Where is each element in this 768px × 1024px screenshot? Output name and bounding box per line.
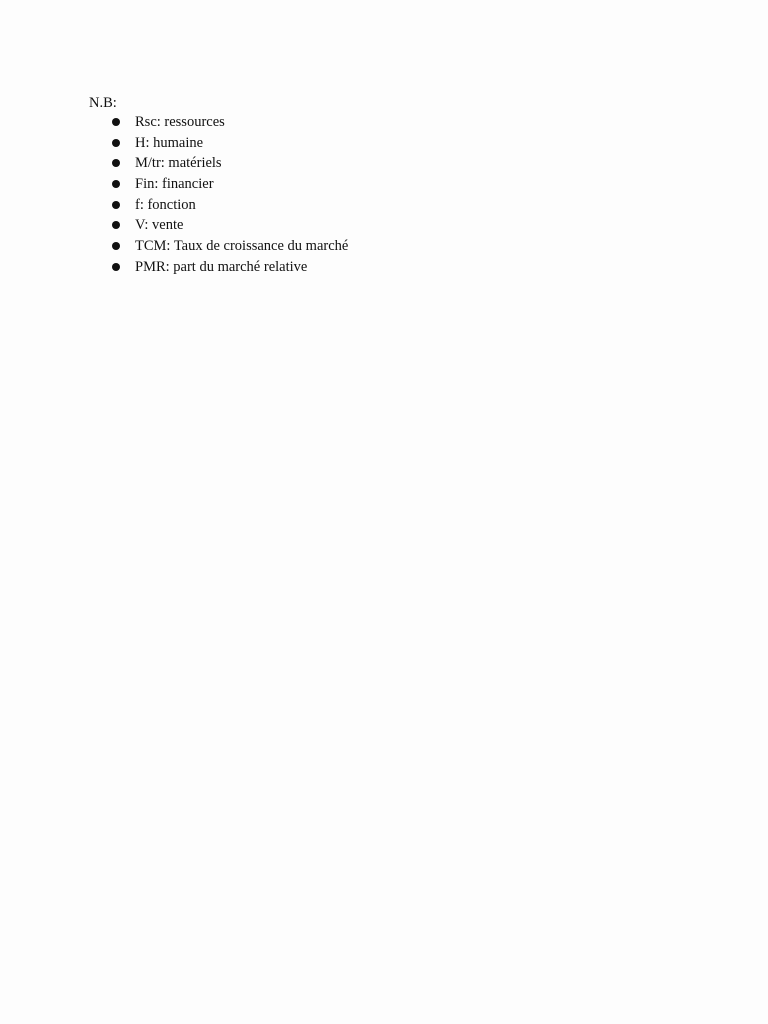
- list-item-text: f: fonction: [135, 196, 196, 213]
- list-item-text: H: humaine: [135, 134, 204, 151]
- bullet-icon: [112, 139, 120, 147]
- list-item-text: M/tr: matériels: [135, 155, 222, 172]
- bullet-icon: [112, 118, 120, 126]
- list-item-text: Rsc: ressources: [135, 114, 225, 130]
- nb-heading: N.B:: [89, 95, 117, 111]
- bullet-icon: [112, 180, 120, 188]
- list-item-text: TCM: Taux de croissance du marché: [135, 238, 349, 255]
- bullet-icon: [112, 159, 120, 167]
- bullet-icon: [112, 221, 120, 229]
- bullet-icon: [112, 263, 120, 271]
- list-item-text: PMR: part du marché relative: [135, 258, 308, 275]
- list-item-text: V: vente: [135, 217, 184, 234]
- bullet-icon: [112, 201, 120, 209]
- bullet-icon: [112, 242, 120, 250]
- list-item-text: Fin: financier: [135, 176, 214, 193]
